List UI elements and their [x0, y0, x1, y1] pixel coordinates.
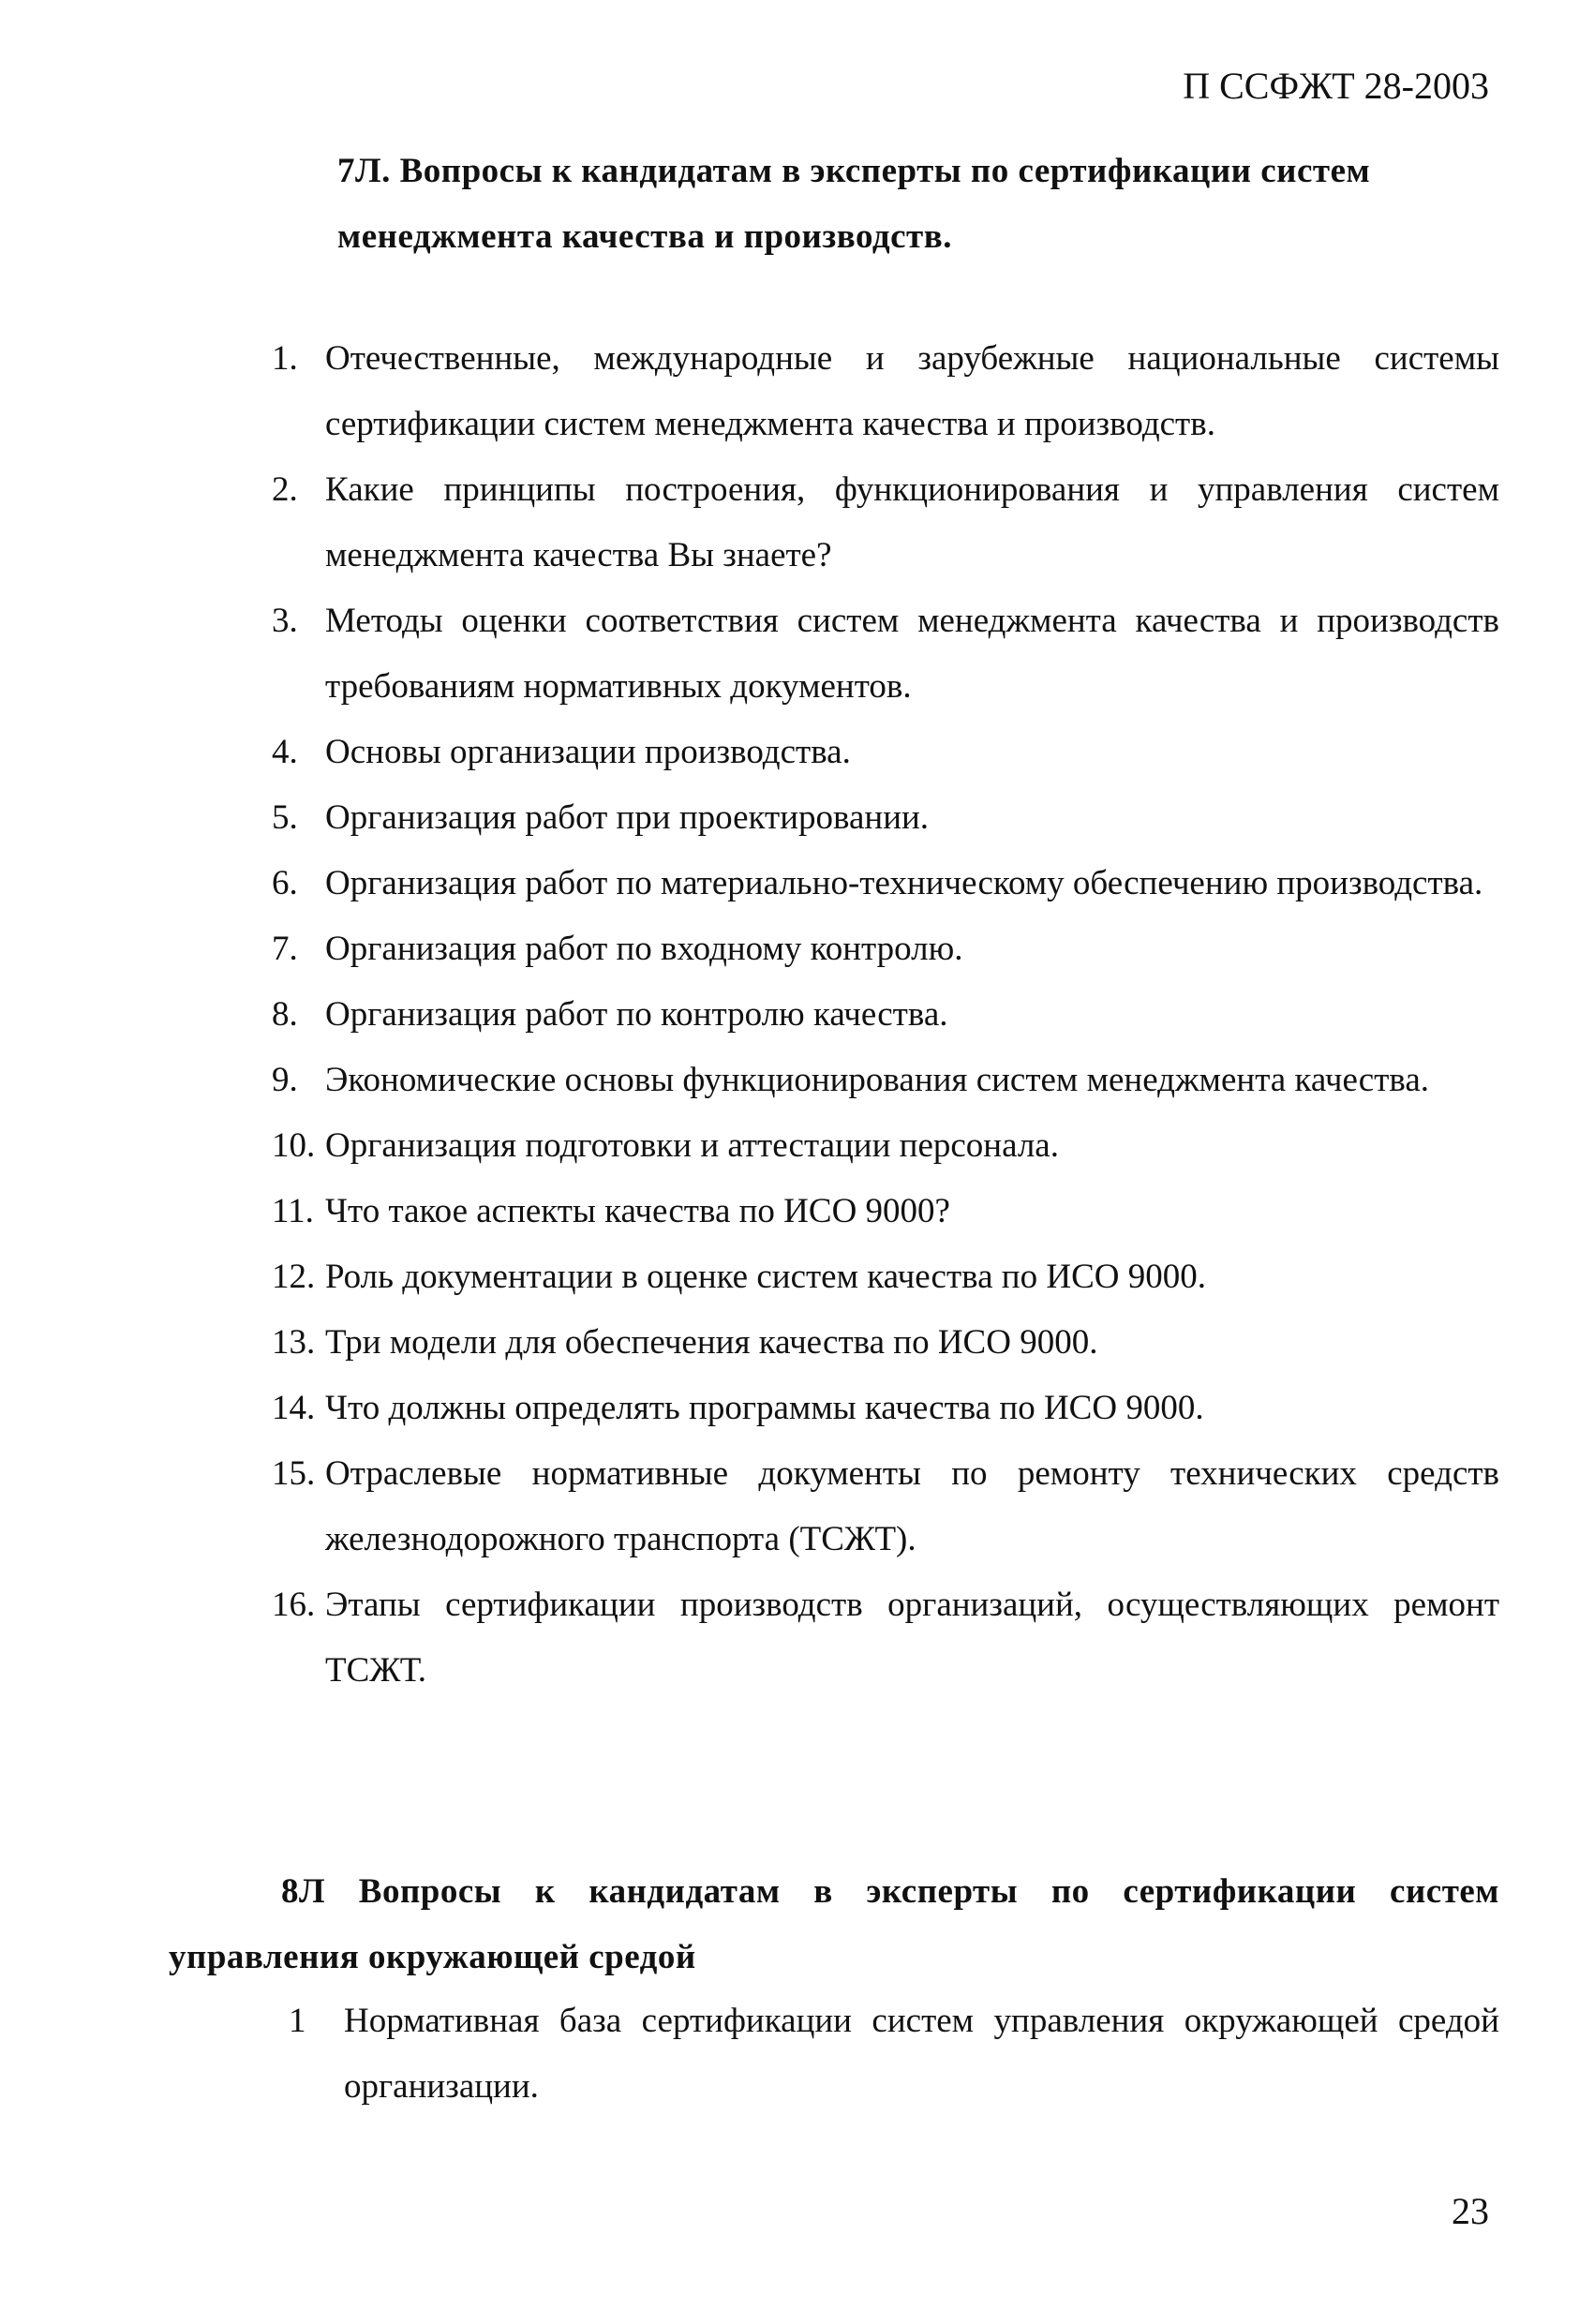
question-number: 11. — [272, 1192, 314, 1230]
question-item — [272, 1048, 1499, 1113]
question-number: 5. — [272, 798, 298, 837]
question-number: 3. — [272, 602, 298, 640]
question-number: 9. — [272, 1061, 298, 1099]
question-text: Методы оценки соответствия систем менеджмента качества и производств требованиям нормативных документов. — [325, 602, 1499, 706]
question-number: 13. — [272, 1323, 316, 1362]
question-item — [272, 457, 1499, 588]
question-item — [272, 1441, 1499, 1572]
question-item — [272, 1244, 1499, 1310]
question-text: Основы организации производства. — [325, 733, 851, 771]
question-number: 16. — [272, 1586, 316, 1624]
question-item — [272, 1376, 1499, 1441]
question-item — [272, 1113, 1499, 1179]
page-number: 23 — [1452, 2190, 1489, 2232]
question-text: Что такое аспекты качества по ИСО 9000? — [325, 1192, 950, 1230]
question-item — [272, 1179, 1499, 1244]
question-number: 4. — [272, 733, 298, 771]
section-8-heading — [169, 1859, 1499, 1990]
question-number: 6. — [272, 864, 298, 902]
question-number: 7. — [272, 930, 298, 968]
question-item — [272, 1572, 1499, 1704]
section-7-heading-line-2: менеджмента качества и производств. — [337, 217, 952, 256]
question-item — [272, 785, 1499, 851]
question-text: Организация работ при проектировании. — [325, 798, 930, 837]
question-text: Отраслевые нормативные документы по ремонту технических средств железнодорожного транспорта (ТСЖТ). — [325, 1454, 1499, 1558]
question-text: Организация подготовки и аттестации персонала. — [325, 1126, 1059, 1165]
question-number: 1. — [272, 339, 298, 378]
section-8-heading-line-2: управления окружающей средой — [169, 1938, 696, 1976]
question-item — [272, 1989, 1499, 2120]
question-text: Экономические основы функционирования систем менеджмента качества. — [325, 1061, 1430, 1099]
section-7-question-list — [272, 326, 1499, 1704]
question-text: Три модели для обеспечения качества по ИСО 9000. — [325, 1323, 1098, 1362]
question-text: Роль документации в оценке систем качества по ИСО 9000. — [325, 1258, 1206, 1296]
section-7-heading — [337, 139, 1499, 270]
question-text: Что должны определять программы качества по ИСО 9000. — [325, 1389, 1204, 1427]
question-number: 1 — [289, 2002, 306, 2040]
section-8-heading-line-1: 8Л Вопросы к кандидатам в эксперты по сертификации систем — [281, 1872, 1499, 1911]
question-number: 8. — [272, 995, 298, 1034]
question-item — [272, 851, 1499, 916]
question-number: 14. — [272, 1389, 316, 1427]
question-item — [272, 916, 1499, 982]
question-text: Отечественные, международные и зарубежные национальные системы сертификации систем менеджмента качества и производств. — [325, 339, 1499, 443]
question-text: Какие принципы построения, функционирования и управления систем менеджмента качества Вы знаете? — [325, 470, 1499, 574]
question-text: Организация работ по контролю качества. — [325, 995, 948, 1034]
document-code: П ССФЖТ 28-2003 — [1183, 65, 1489, 107]
section-8-question-list — [272, 1989, 1499, 2120]
question-item — [272, 588, 1499, 720]
question-text: Нормативная база сертификации систем управления окружающей средой организации. — [344, 2002, 1499, 2106]
question-item — [272, 982, 1499, 1048]
question-item — [272, 720, 1499, 785]
section-7-heading-line-1: 7Л. Вопросы к кандидатам в эксперты по сертификации систем — [337, 152, 1371, 190]
question-item — [272, 1310, 1499, 1376]
question-number: 10. — [272, 1126, 316, 1165]
question-number: 12. — [272, 1258, 316, 1296]
question-item — [272, 326, 1499, 457]
question-text: Организация работ по входному контролю. — [325, 930, 963, 968]
question-text: Этапы сертификации производств организаций, осуществляющих ремонт ТСЖТ. — [325, 1586, 1499, 1690]
question-text: Организация работ по материально-техническому обеспечению производства. — [325, 864, 1483, 902]
question-number: 2. — [272, 470, 298, 509]
question-number: 15. — [272, 1454, 316, 1493]
